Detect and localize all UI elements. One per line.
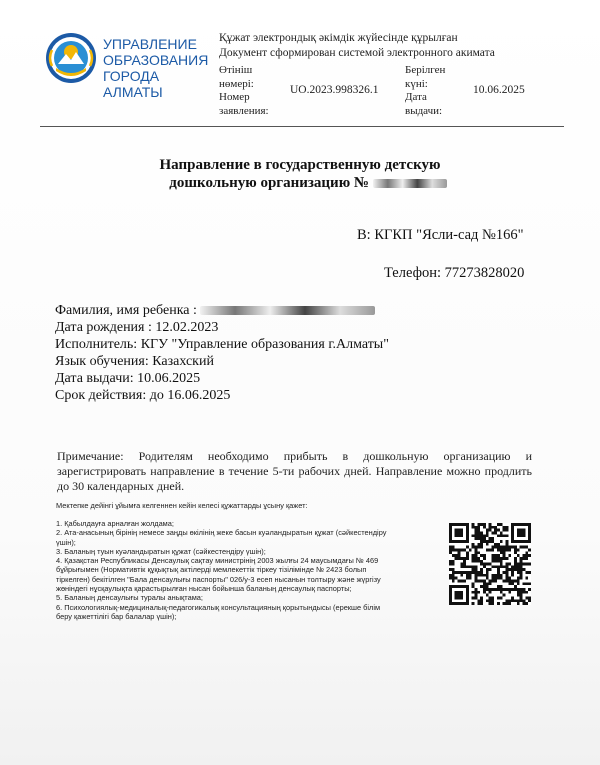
documents-list [56,519,436,621]
label-ru-2: заявления: [219,104,269,117]
document-item: беру қажеттілігі бар балалар үшін); [56,611,177,621]
header-line-kz: Құжат электрондық әкімдік жүйесінде құрылған [219,32,458,44]
redacted-child-name [200,306,375,315]
label-ru-1: Номер [219,91,250,103]
document-title-line-2 [0,175,600,192]
date-label-kz-1: Берілген [405,64,446,76]
logo-text [103,36,220,100]
logo-line-1: УПРАВЛЕНИЕ [103,36,197,52]
education-department-logo [44,30,220,100]
date-label-kz-2: күні: [405,77,428,90]
issue-date-value: 10.06.2025 [473,84,525,96]
date-label-ru-2: выдачи: [405,104,443,117]
document-item: тіркелген) бекітілген "Бала денсаулығы паспорты" 026/у-3 есеп нысанын толтыру және жүргізу [56,574,381,584]
logo-line-2: ОБРАЗОВАНИЯ [103,52,209,68]
document-title-line-1: Направление в государственную детскую [159,157,441,173]
document-item: жөніндегі нұсқаулықта қарастырылған нысан бойынша баланың денсаулық паспорты; [56,584,352,594]
document-item: 6. Психологиялық-медициналық-педагогикалық консультацияның қорытындысы (ерекше білім [56,602,381,612]
executor-field: Исполнитель: КГУ "Управление образования г.Алматы" [55,337,389,352]
recipient-phone: Телефон: 77273828020 [384,265,525,281]
redacted-number [373,179,447,188]
document-item: 4. Қазақстан Республикасы Денсаулық сақтау министрінің 2003 жылғы 24 маусымдағы № 469 [56,556,379,566]
issue-date-field: Дата выдачи: 10.06.2025 [55,371,201,386]
document-item: 3. Баланың туын куәландыратын құжат (сәйкестендіру үшін); [56,546,266,556]
label-kz-1: Өтініш [219,64,253,76]
date-label-ru-1: Дата [405,91,427,103]
child-name-label: Фамилия, имя ребенка : [55,303,197,318]
document-item: үшін); [56,537,76,547]
document-item: 5. Баланың денсаулығы туралы анықтама; [56,593,203,603]
note-paragraph: Примечание: Родителям необходимо прибыть в дошкольную организацию и зарегистрировать направление в течение 5-ти рабочих дней. Направление можно продлить до 30 календарных дней. [57,449,532,493]
title-number-label: дошкольную организацию № [169,175,369,191]
document-item: бұйрығымен (Нормативтік құқықтық актілерді мемлекеттік тіркеу тізілімінде № 2423 болып [56,565,367,575]
document-item: 2. Ата-анасының бірінің немесе заңды өкілінің жеке басын куәландыратын құжат (сәйкестендіру [56,528,387,538]
header-line-ru: Документ сформирован системой электронного акимата [219,47,495,59]
birth-date-field: Дата рождения : 12.02.2023 [55,320,219,335]
validity-field: Срок действия: до 16.06.2025 [55,388,231,403]
label-kz-2: нөмері: [219,77,254,90]
documents-intro: Мектепке дейінгі ұйымға келгеннен кейін келесі құжаттарды ұсыну қажет: [56,501,308,510]
logo-line-3: ГОРОДА АЛМАТЫ [103,68,163,100]
child-name-field [55,303,375,319]
qr-code [449,523,531,605]
document-item: 1. Қабылдауға арналған жолдама; [56,519,174,528]
application-number-value: UO.2023.998326.1 [290,84,379,96]
emblem-icon [44,30,100,86]
language-field: Язык обучения: Казахский [55,354,214,369]
issue-date-label [405,64,445,118]
recipient-organization: В: КГКП "Ясли-сад №166" [357,227,524,243]
header-divider [40,126,564,127]
application-number-label [219,64,269,118]
